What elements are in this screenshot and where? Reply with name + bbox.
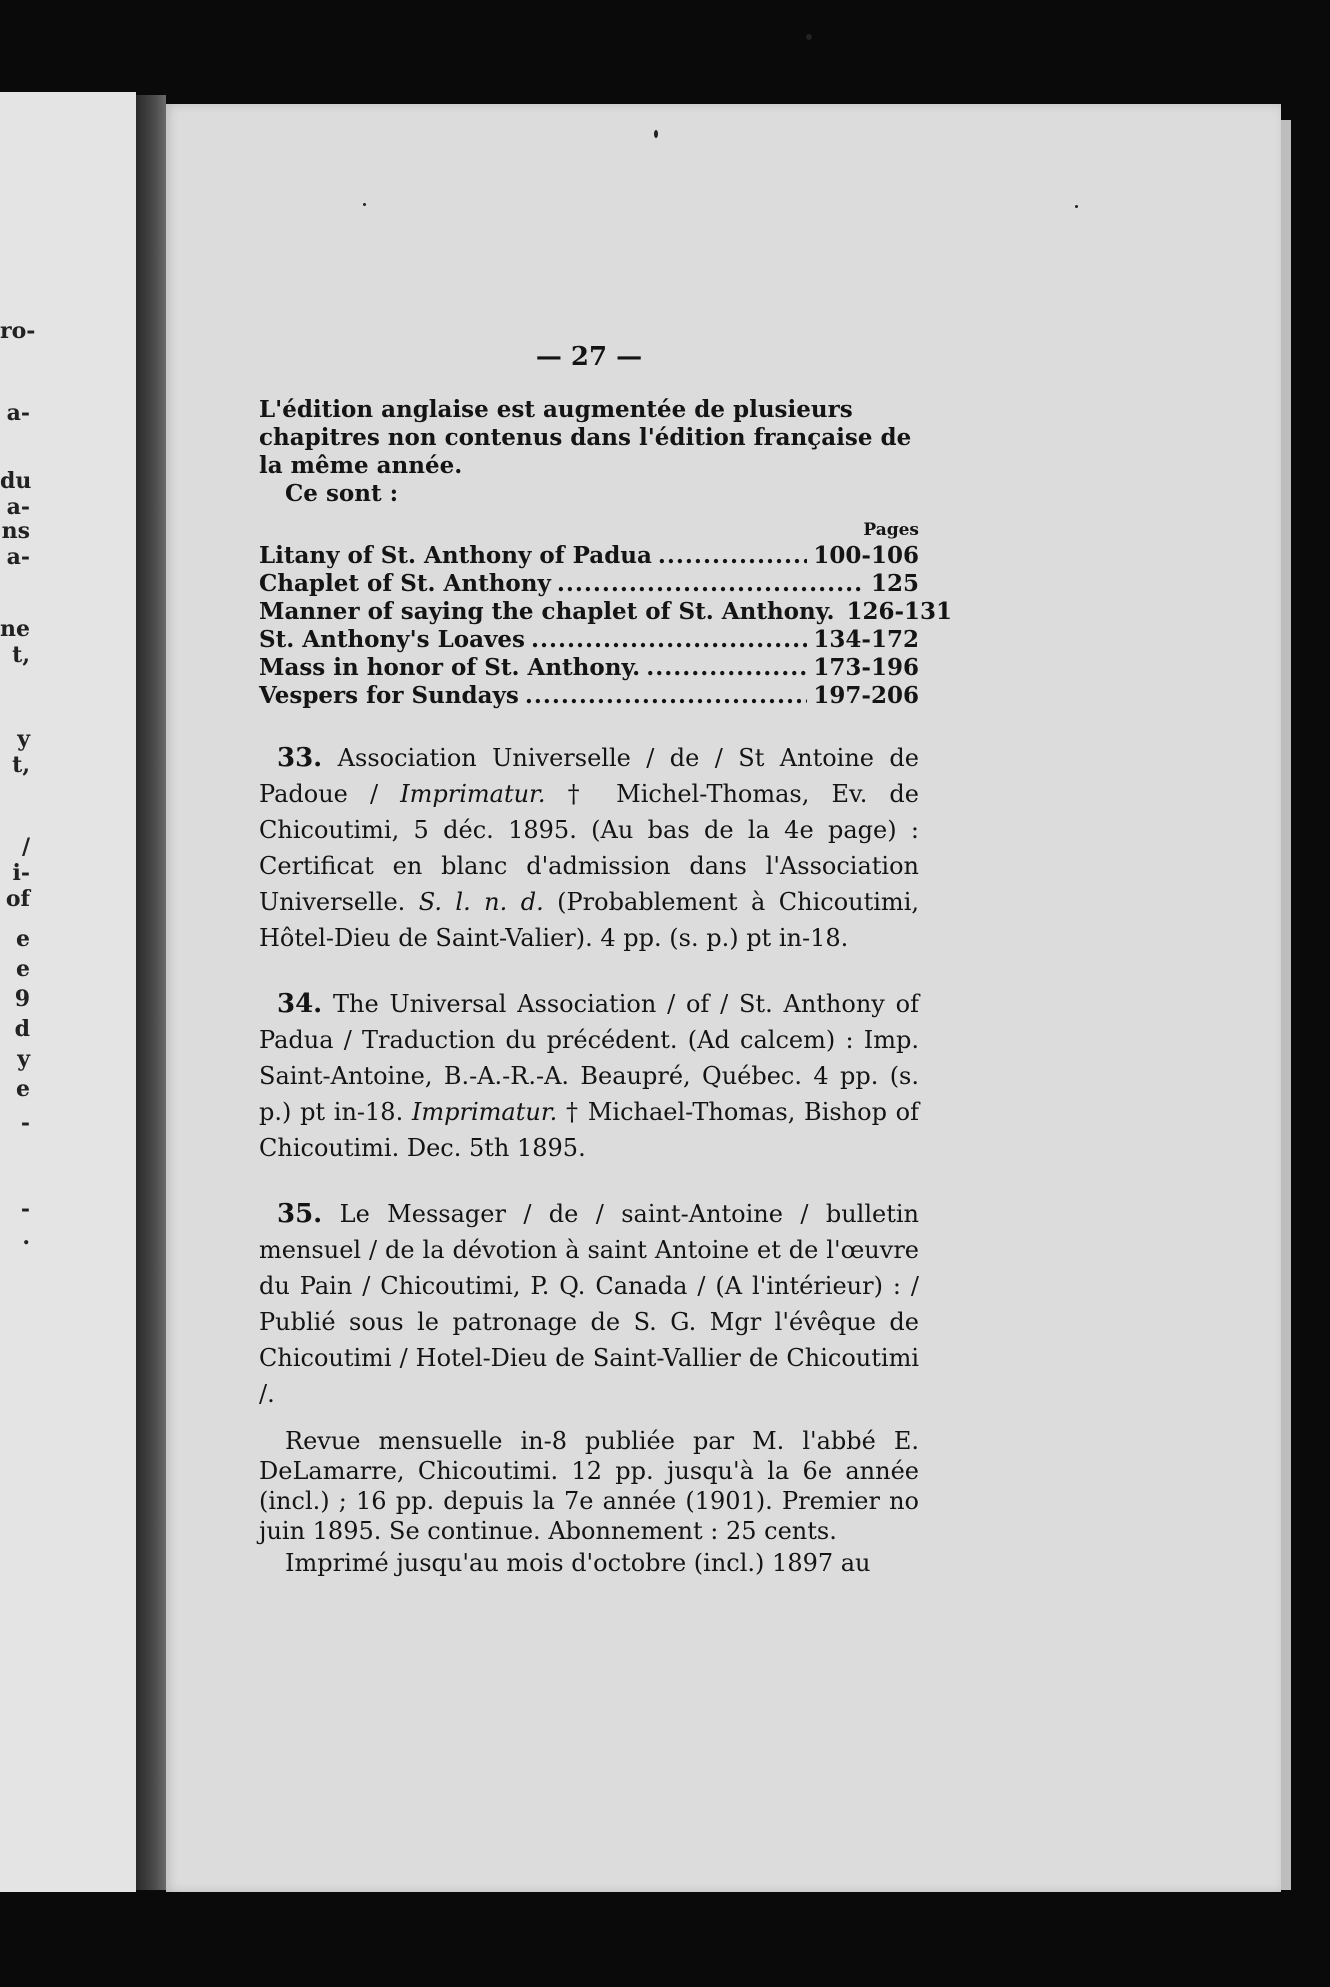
entry-text: Le Messager / de / saint-Antoine / bulletin mensuel / de la dévotion à saint Antoine et de l'œuvre du Pain / Chicoutimi, P. Q. Canada / (A l'intérieur) : / Publié sous le patronage de S. G. Mgr l'évêque de Chicoutimi / Hotel-Dieu de Saint-Vallier de Chicoutimi /. [259,1200,919,1408]
entry-35-note: Revue mensuelle in-8 publiée par M. l'abbé E. DeLamarre, Chicoutimi. 12 pp. jusqu'à la 6e année (incl.) ; 16 pp. depuis la 7e année (1901). Premier no juin 1895. Se continue. Abonnement : 25 cents. [259,1427,919,1545]
left-page-fragment: a- [6,494,30,520]
left-page-fragment: y [17,1046,30,1072]
toc-pages-header: Pages [863,520,919,540]
book-spine [136,95,166,1890]
page-number: — 27 — [535,342,643,372]
toc-pages: 134-172 [813,626,919,653]
toc-pages: 125 [870,570,919,597]
entries [259,740,919,1412]
speck [1075,205,1078,208]
toc-title: Manner of saying the chaplet of St. Anthony. [259,598,835,625]
left-page-fragment: ro- [0,318,36,344]
entry-text: † Michael-Thomas, Bishop of Chicoutimi. Dec. 5th 1895. [259,1098,919,1162]
toc-pages: 100-106 [813,542,919,569]
left-page-fragment: y [17,726,30,752]
toc-leader [557,570,865,598]
left-page-fragment: - [20,1196,30,1222]
entry-number: 34. [277,989,323,1019]
left-page-margin [0,92,136,1892]
entry-text: (Probablement à Chicoutimi, Hôtel-Dieu de Saint-Valier). 4 pp. (s. p.) pt in-18. [259,888,919,952]
entry-34 [259,986,919,1166]
toc-pages: 126-131 [846,598,953,625]
toc-leader [658,542,808,570]
left-page-fragment: t, [12,642,30,668]
entry-35 [259,1196,919,1412]
toc-row [259,542,919,570]
intro-text: L'édition anglaise est augmentée de plusieurs chapitres non contenus dans l'édition française de la même année. [259,396,912,479]
toc-title: Chaplet of St. Anthony [259,570,551,597]
toc-title: St. Anthony's Loaves [259,626,525,653]
entry-text: Association Universelle / de / St Antoine de Padoue / [259,744,919,808]
left-page-fragment: a- [6,400,30,426]
toc-pages: 173-196 [813,654,919,681]
left-page-fragment: of [5,886,30,912]
intro-text-2: Ce sont : [285,480,399,507]
entry-italic: Imprimatur. [411,1098,558,1126]
toc-leader [531,626,807,654]
left-page-fragment: e [16,1076,30,1102]
left-page-fragment: . [22,1224,30,1250]
entry-italic: Imprimatur. [400,780,546,808]
left-page-fragment: t, [12,752,30,778]
entry-italic: S. l. n. d. [418,888,544,916]
left-page-fragment: a- [6,544,30,570]
left-page-fragment: du [0,468,32,494]
page-content [259,340,953,1578]
left-page-fragment: - [20,1110,30,1136]
toc-title: Mass in honor of St. Anthony. [259,654,641,681]
entry-number: 33. [277,743,323,773]
entry-text: † Michel-Thomas, Ev. de Chicoutimi, 5 déc. 1895. (Au bas de la 4e page) : Certificat en blanc d'admission dans l'Association Universelle. [259,780,919,916]
left-page-fragment: 9 [14,986,30,1012]
speck [654,130,658,138]
entry-text: The Universal Association / of / St. Anthony of Padua / Traduction du précédent. (Ad calcem) : Imp. Saint-Antoine, B.-A.-R.-A. Beaupré, Québec. 4 pp. (s. p.) pt in-18. [259,990,919,1126]
toc-row [259,654,919,682]
left-page-fragment: / [21,834,30,860]
toc-list [259,542,953,710]
left-page-fragment: d [14,1016,30,1042]
toc-row [259,626,919,654]
toc-row [259,598,953,626]
toc-title: Litany of St. Anthony of Padua [259,542,652,569]
left-page-fragment: i- [12,860,30,886]
page-edge [1281,120,1291,1890]
toc-pages: 197-206 [813,682,919,709]
toc-leader [646,654,807,682]
left-page-fragment: ne [0,616,30,642]
toc-row [259,570,919,598]
entry-number: 35. [277,1199,323,1229]
left-page-fragment: ns [1,518,30,544]
toc-row [259,682,919,710]
speck [806,34,812,40]
left-page-fragment: e [16,956,30,982]
toc-leader [525,682,808,710]
entry-35-note-continued: Imprimé jusqu'au mois d'octobre (incl.) 1897 au [285,1549,871,1577]
entry-33 [259,740,919,956]
left-page-fragment: e [16,926,30,952]
speck [363,203,366,206]
toc-title: Vespers for Sundays [259,682,519,709]
